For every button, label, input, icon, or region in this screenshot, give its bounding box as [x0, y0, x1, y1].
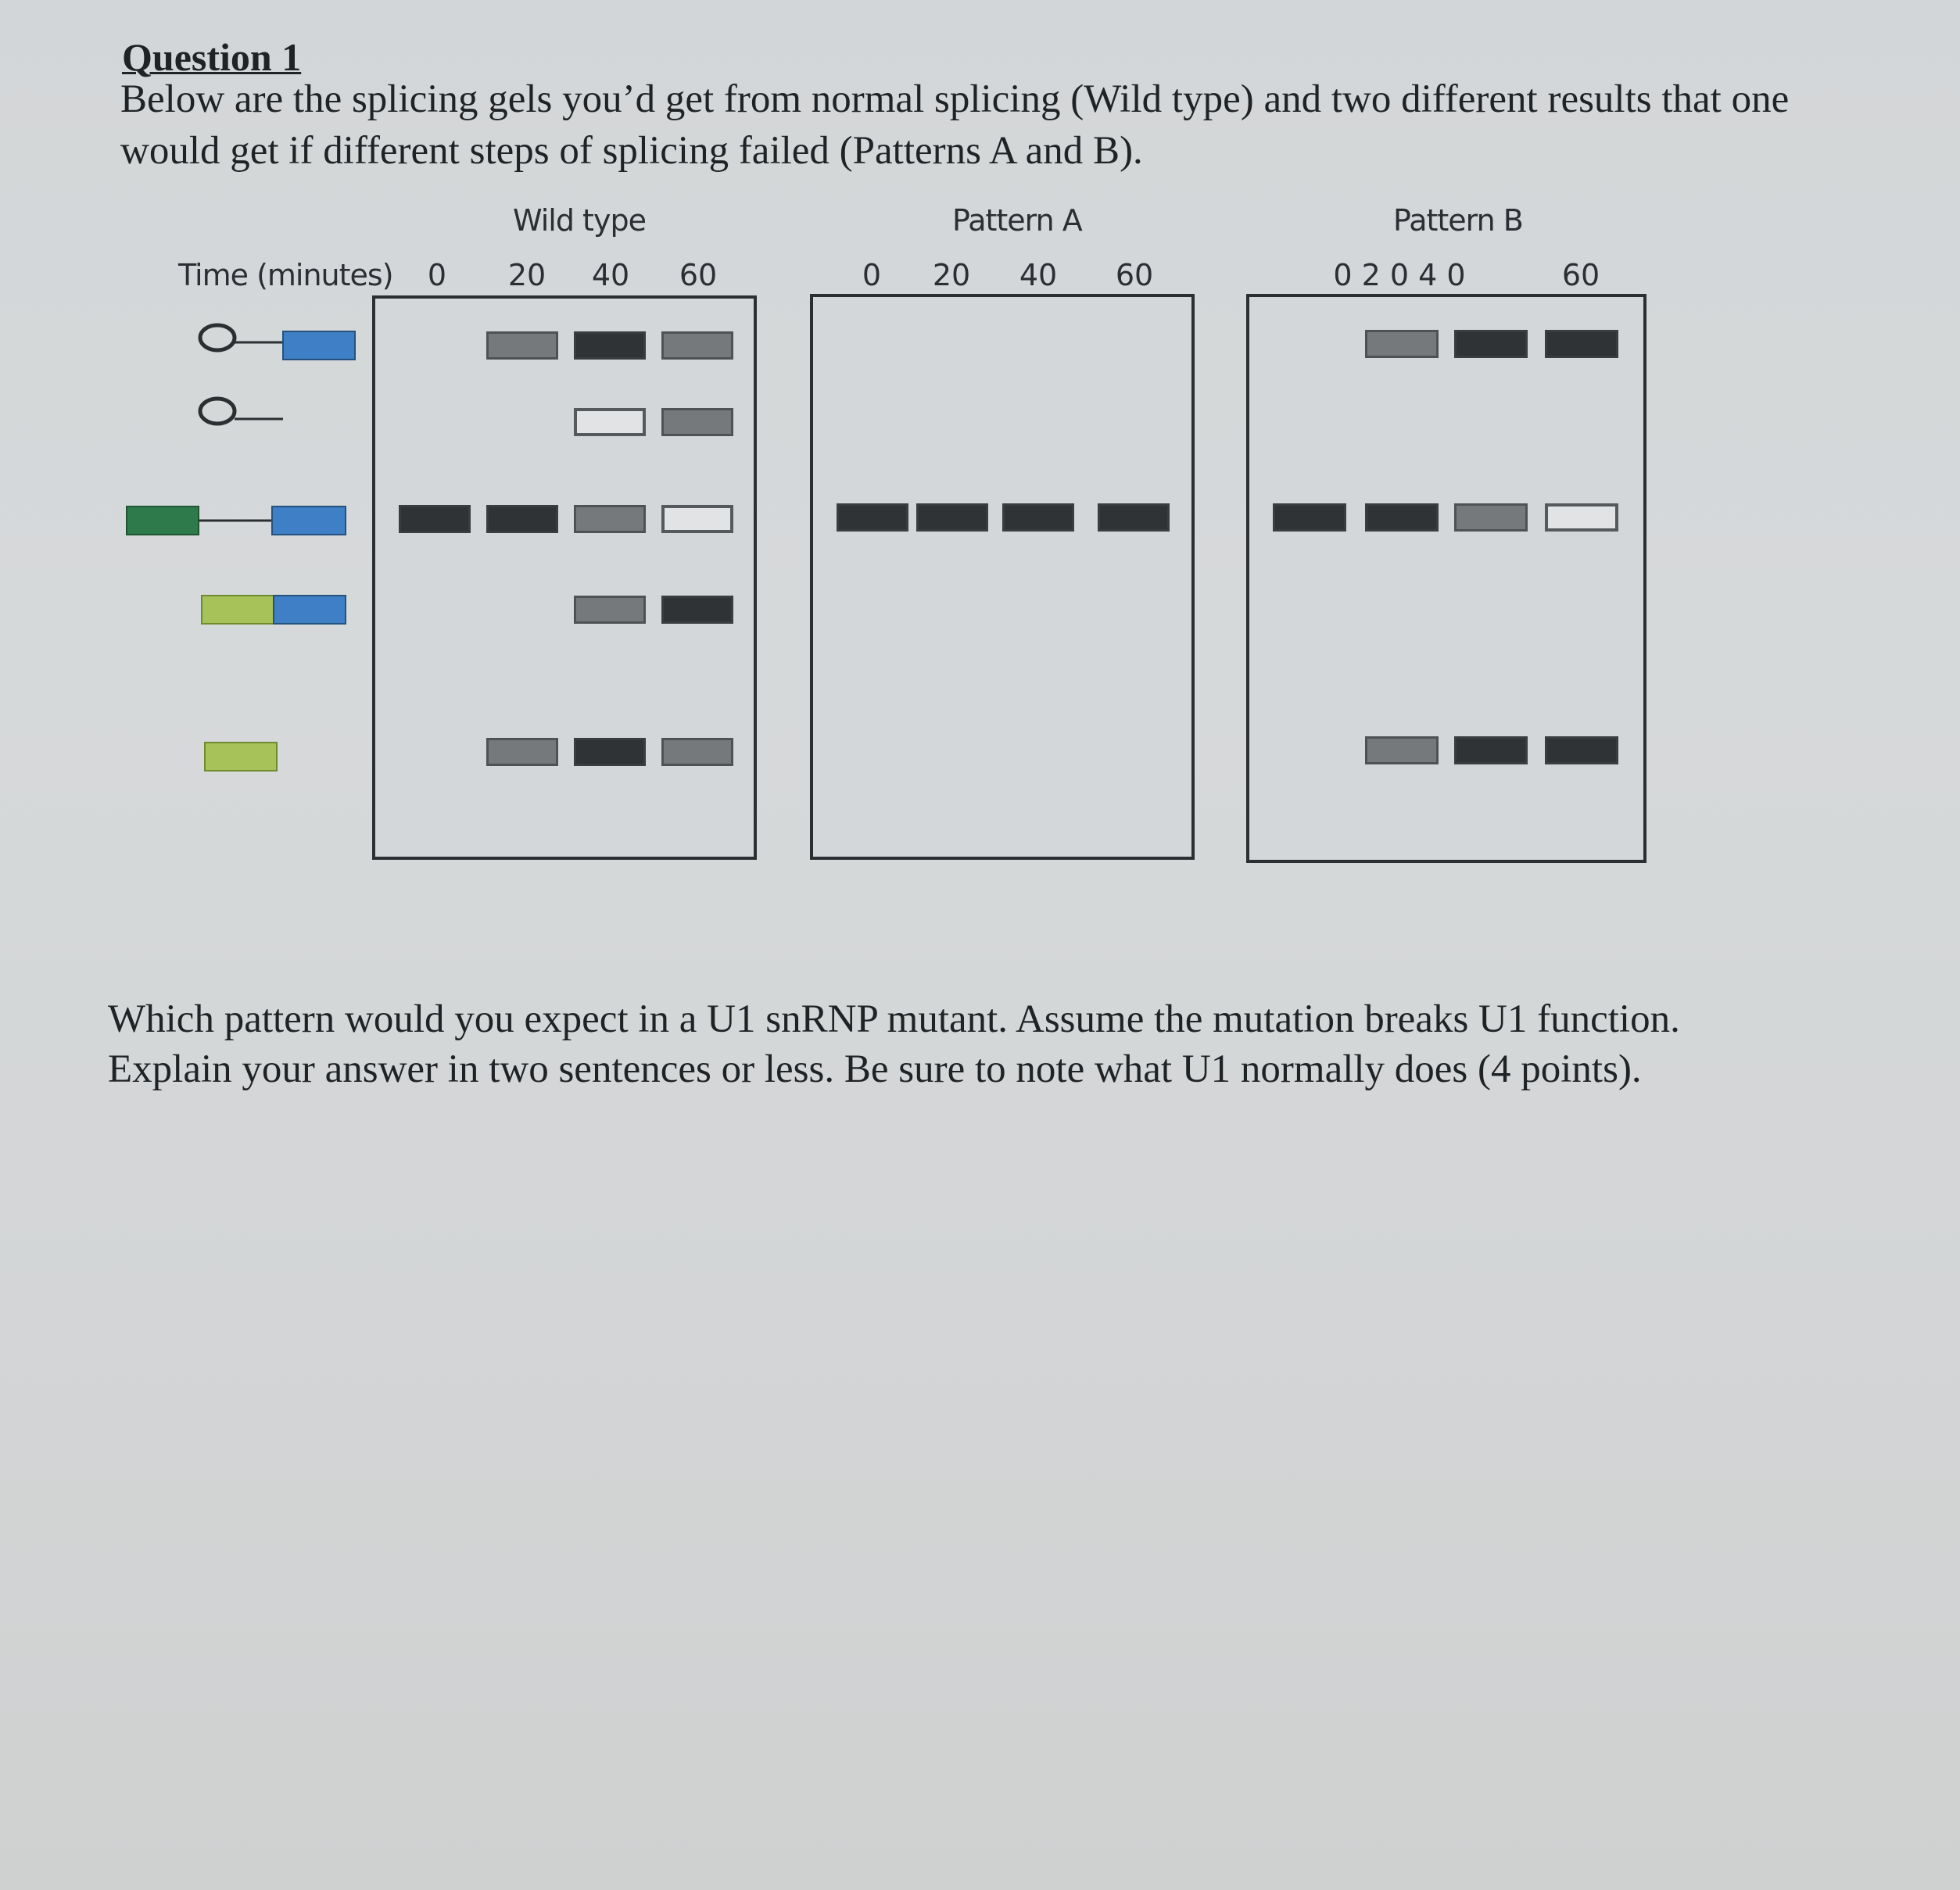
legend-lariat-intron-exon2 [200, 325, 355, 360]
band-pattern-b-pre-mrna-lane4 [1545, 503, 1618, 532]
gel-title-pattern-a: Pattern A [952, 203, 1082, 238]
gel-pattern-b [1246, 294, 1646, 863]
gel-title-wild-type: Wild type [513, 203, 646, 238]
legend-pre-mrna [127, 507, 346, 535]
band-wild-type-spliced-mrna-lane4 [661, 596, 733, 624]
band-pattern-a-pre-mrna-lane1 [837, 503, 908, 532]
pa-tick-40: 40 [1019, 258, 1058, 292]
wt-tick-60: 60 [679, 258, 718, 292]
gel-title-pattern-b: Pattern B [1393, 203, 1523, 238]
band-wild-type-pre-mrna-lane3 [574, 505, 646, 533]
band-pattern-b-lariat-intron-exon2-lane2 [1365, 330, 1439, 358]
pa-tick-20: 20 [932, 258, 971, 292]
band-wild-type-exon1-lane4 [661, 738, 733, 766]
gel-wild-type [372, 295, 757, 860]
wt-tick-0: 0 [427, 258, 447, 292]
band-wild-type-lariat-intron-exon2-lane2 [486, 331, 558, 360]
pb-tick-60: 60 [1561, 258, 1600, 292]
band-pattern-b-pre-mrna-lane3 [1454, 503, 1528, 532]
wt-tick-40: 40 [591, 258, 630, 292]
band-pattern-b-exon1-lane4 [1545, 736, 1618, 764]
gel-pattern-a [810, 294, 1195, 860]
legend-exon1 [205, 743, 277, 771]
band-wild-type-exon1-lane2 [486, 738, 558, 766]
band-pattern-b-exon1-lane2 [1365, 736, 1439, 764]
band-wild-type-lariat-intron-lane3 [574, 408, 646, 436]
legend-spliced-mrna [202, 596, 346, 624]
question-intro: Below are the splicing gels you’d get from normal splicing (Wild type) and two different results that one would get if different steps of splicing failed (Patterns A and B). [120, 77, 1790, 173]
band-wild-type-pre-mrna-lane1 [399, 505, 471, 533]
band-pattern-b-lariat-intron-exon2-lane4 [1545, 330, 1618, 358]
question-prompt: Which pattern would you expect in a U1 snRNP mutant. Assume the mutation breaks U1 function. Explain your answer in two sentences or less. Be sure to note what U1 normally does (4 points). [108, 997, 1680, 1091]
band-pattern-b-exon1-lane3 [1454, 736, 1528, 764]
band-pattern-a-pre-mrna-lane2 [916, 503, 988, 532]
legend-lariat-intron [200, 399, 283, 424]
band-wild-type-lariat-intron-exon2-lane3 [574, 331, 646, 360]
band-pattern-b-lariat-intron-exon2-lane3 [1454, 330, 1528, 358]
pb-tick-0-20-40: 0 2 0 4 0 [1333, 258, 1466, 292]
band-wild-type-exon1-lane3 [574, 738, 646, 766]
wt-tick-20: 20 [507, 258, 546, 292]
band-wild-type-pre-mrna-lane2 [486, 505, 558, 533]
band-pattern-a-pre-mrna-lane4 [1098, 503, 1170, 532]
pa-tick-0: 0 [862, 258, 882, 292]
band-wild-type-lariat-intron-exon2-lane4 [661, 331, 733, 360]
band-wild-type-spliced-mrna-lane3 [574, 596, 646, 624]
question-title: Question 1 [122, 35, 302, 79]
pa-tick-60: 60 [1115, 258, 1154, 292]
band-pattern-b-pre-mrna-lane1 [1273, 503, 1346, 532]
band-pattern-a-pre-mrna-lane3 [1002, 503, 1074, 532]
band-wild-type-lariat-intron-lane4 [661, 408, 733, 436]
band-wild-type-pre-mrna-lane4 [661, 505, 733, 533]
time-axis-label: Time (minutes) [178, 258, 393, 292]
band-pattern-b-pre-mrna-lane2 [1365, 503, 1439, 532]
